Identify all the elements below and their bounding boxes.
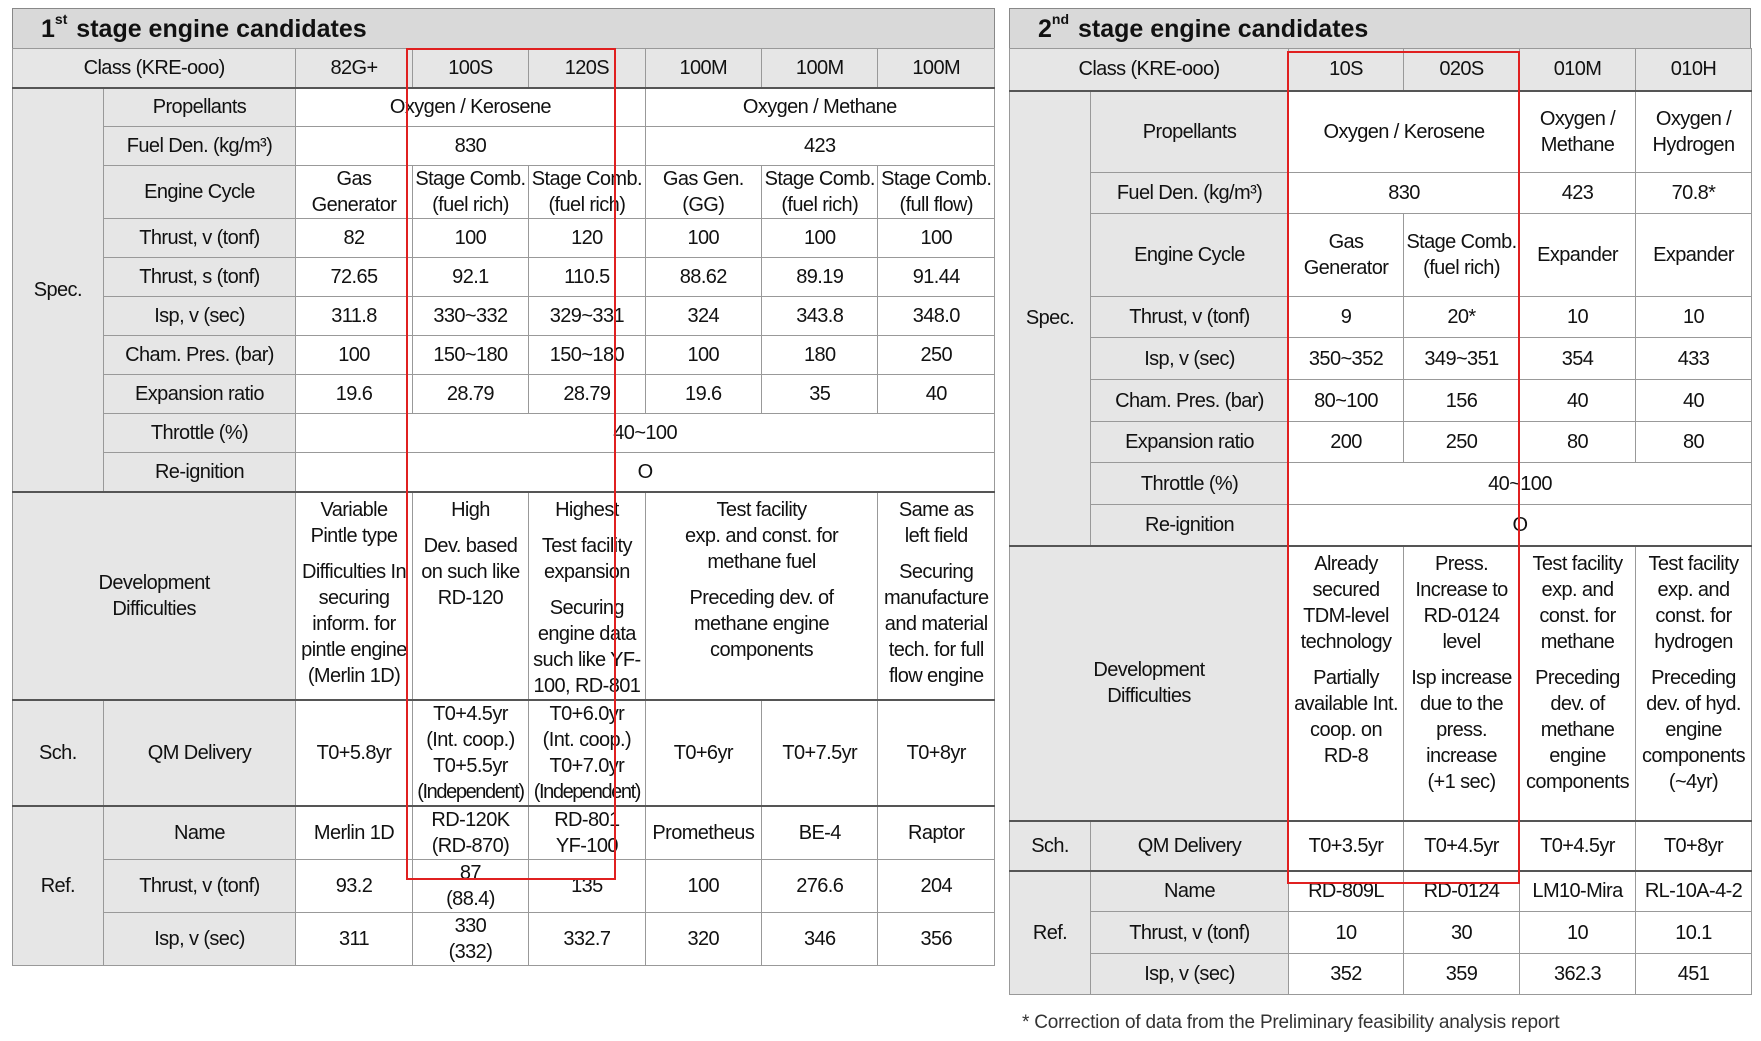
fuel-den-label: Fuel Den. (kg/m³) xyxy=(103,127,296,166)
ref-thrust-value: 87 (88.4) xyxy=(412,859,528,912)
exp-ratio-label: Expansion ratio xyxy=(103,375,296,414)
dev-cell: Already secured TDM-level technology Partially available Int. coop. on RD-8 xyxy=(1289,546,1404,821)
engine-cycle-value: Stage Comb. (full flow) xyxy=(878,166,995,219)
ref-thrust-value: 100 xyxy=(645,859,761,912)
throttle-value: 40~100 xyxy=(296,414,995,453)
thrust-s-value: 89.19 xyxy=(762,258,878,297)
engine-cycle-label: Engine Cycle xyxy=(1091,214,1289,297)
cham-pres-value: 156 xyxy=(1404,380,1520,422)
class-cell: 10S xyxy=(1289,49,1404,91)
ref-isp-value: 352 xyxy=(1289,954,1404,995)
isp-v-label: Isp, v (sec) xyxy=(1091,338,1289,380)
ref-thrust-value: 30 xyxy=(1404,912,1520,954)
thrust-v-value: 10 xyxy=(1520,297,1636,338)
ref-isp-value: 330 (332) xyxy=(412,912,528,965)
dev-cell: High Dev. based on such like RD-120 xyxy=(412,492,528,700)
ref-section-label: Ref. xyxy=(1010,871,1091,995)
throttle-label: Throttle (%) xyxy=(103,414,296,453)
isp-v-value: 311.8 xyxy=(296,297,412,336)
fuel-den-value: 830 xyxy=(296,127,645,166)
ref-isp-value: 346 xyxy=(762,912,878,965)
dev-cell: Variable Pintle type Difficulties In securing inform. for pintle engine (Merlin 1D) xyxy=(296,492,412,700)
thrust-v-value: 100 xyxy=(878,219,995,258)
qm-delivery-value: T0+6.0yr (Int. coop.) T0+7.0yr (Independent) xyxy=(529,700,645,806)
ref-thrust-value: 276.6 xyxy=(762,859,878,912)
exp-ratio-value: 80 xyxy=(1520,422,1636,463)
class-row xyxy=(1010,49,1752,91)
isp-v-value: 349~351 xyxy=(1404,338,1520,380)
ref-section-label: Ref. xyxy=(13,806,104,966)
dev-difficulties-label: Development Difficulties xyxy=(1010,546,1289,821)
ref-isp-value: 359 xyxy=(1404,954,1520,995)
stage2-table xyxy=(1009,48,1752,995)
cham-pres-label: Cham. Pres. (bar) xyxy=(103,336,296,375)
ref-thrust-label: Thrust, v (tonf) xyxy=(1091,912,1289,954)
ref-name-value: Prometheus xyxy=(645,806,761,860)
thrust-s-value: 110.5 xyxy=(529,258,645,297)
qm-delivery-value: T0+4.5yr xyxy=(1404,821,1520,871)
exp-ratio-value: 28.79 xyxy=(529,375,645,414)
propellants-label: Propellants xyxy=(103,88,296,127)
footnote: * Correction of data from the Preliminary feasibility analysis report xyxy=(1022,1012,1560,1033)
qm-delivery-value: T0+5.8yr xyxy=(296,700,412,806)
class-label: Class (KRE-ooo) xyxy=(1010,49,1289,91)
ref-thrust-value: 10 xyxy=(1289,912,1404,954)
thrust-s-value: 92.1 xyxy=(412,258,528,297)
spec-section-label: Spec. xyxy=(1010,91,1091,546)
isp-v-label: Isp, v (sec) xyxy=(103,297,296,336)
ref-name-value: LM10-Mira xyxy=(1520,871,1636,912)
thrust-v-value: 100 xyxy=(762,219,878,258)
dev-cell: Test facility exp. and const. for methane Preceding dev. of methane engine components xyxy=(1520,546,1636,821)
propellant-value: Oxygen / Methane xyxy=(645,88,994,127)
fuel-den-value: 830 xyxy=(1289,173,1520,214)
fuel-den-value: 423 xyxy=(645,127,994,166)
stage1-title: 1st stage engine candidates xyxy=(12,8,995,48)
engine-cycle-value: Gas Generator xyxy=(1289,214,1404,297)
stage1-table xyxy=(12,48,995,966)
cham-pres-value: 180 xyxy=(762,336,878,375)
cham-pres-value: 80~100 xyxy=(1289,380,1404,422)
isp-v-value: 354 xyxy=(1520,338,1636,380)
ref-thrust-value: 10 xyxy=(1520,912,1636,954)
qm-delivery-value: T0+7.5yr xyxy=(762,700,878,806)
thrust-v-value: 20* xyxy=(1404,297,1520,338)
reignition-value: O xyxy=(1289,505,1752,546)
dev-cell: Test facility exp. and const. for methane fuel Preceding dev. of methane engine components xyxy=(645,492,878,700)
ref-name-value: RD-0124 xyxy=(1404,871,1520,912)
ref-isp-value: 320 xyxy=(645,912,761,965)
thrust-v-value: 100 xyxy=(412,219,528,258)
class-cell: 010M xyxy=(1520,49,1636,91)
fuel-den-value: 423 xyxy=(1520,173,1636,214)
exp-ratio-value: 28.79 xyxy=(412,375,528,414)
dev-cell: Same as left field Securing manufacture and material tech. for full flow engine xyxy=(878,492,995,700)
isp-v-value: 324 xyxy=(645,297,761,336)
reignition-label: Re-ignition xyxy=(1091,505,1289,546)
propellants-label: Propellants xyxy=(1091,91,1289,173)
exp-ratio-value: 19.6 xyxy=(645,375,761,414)
class-cell: 100M xyxy=(762,49,878,88)
ref-thrust-value: 204 xyxy=(878,859,995,912)
throttle-value: 40~100 xyxy=(1289,463,1752,505)
ref-name-value: RL-10A-4-2 xyxy=(1636,871,1752,912)
stage2-title: 2nd stage engine candidates xyxy=(1009,8,1751,48)
exp-ratio-label: Expansion ratio xyxy=(1091,422,1289,463)
class-cell: 020S xyxy=(1404,49,1520,91)
ref-isp-value: 311 xyxy=(296,912,412,965)
isp-v-value: 329~331 xyxy=(529,297,645,336)
ref-isp-value: 362.3 xyxy=(1520,954,1636,995)
dev-cell: Test facility exp. and const. for hydrogen Preceding dev. of hyd. engine components (~4yr) xyxy=(1636,546,1752,821)
qm-delivery-value: T0+8yr xyxy=(1636,821,1752,871)
ref-thrust-value: 135 xyxy=(529,859,645,912)
qm-delivery-value: T0+6yr xyxy=(645,700,761,806)
class-cell: 010H xyxy=(1636,49,1752,91)
ref-name-value: RD-809L xyxy=(1289,871,1404,912)
dev-difficulties-label: Development Difficulties xyxy=(13,492,296,700)
thrust-v-label: Thrust, v (tonf) xyxy=(103,219,296,258)
sch-section-label: Sch. xyxy=(1010,821,1091,871)
ref-name-label: Name xyxy=(1091,871,1289,912)
class-cell: 100M xyxy=(878,49,995,88)
engine-cycle-value: Gas Gen. (GG) xyxy=(645,166,761,219)
isp-v-value: 343.8 xyxy=(762,297,878,336)
engine-cycle-value: Stage Comb. (fuel rich) xyxy=(762,166,878,219)
engine-cycle-value: Expander xyxy=(1636,214,1752,297)
ref-name-label: Name xyxy=(103,806,296,860)
ref-thrust-value: 10.1 xyxy=(1636,912,1752,954)
thrust-v-value: 10 xyxy=(1636,297,1752,338)
cham-pres-value: 40 xyxy=(1636,380,1752,422)
propellant-value: Oxygen / Kerosene xyxy=(1289,91,1520,173)
thrust-v-value: 120 xyxy=(529,219,645,258)
exp-ratio-value: 35 xyxy=(762,375,878,414)
ref-name-value: RD-120K (RD-870) xyxy=(412,806,528,860)
thrust-v-value: 100 xyxy=(645,219,761,258)
ref-isp-label: Isp, v (sec) xyxy=(103,912,296,965)
cham-pres-value: 150~180 xyxy=(529,336,645,375)
thrust-s-value: 72.65 xyxy=(296,258,412,297)
throttle-label: Throttle (%) xyxy=(1091,463,1289,505)
ref-thrust-label: Thrust, v (tonf) xyxy=(103,859,296,912)
sch-section-label: Sch. xyxy=(13,700,104,806)
qm-delivery-value: T0+8yr xyxy=(878,700,995,806)
stage1-panel xyxy=(12,8,995,966)
ref-isp-value: 332.7 xyxy=(529,912,645,965)
exp-ratio-value: 200 xyxy=(1289,422,1404,463)
engine-cycle-value: Stage Comb. (fuel rich) xyxy=(529,166,645,219)
class-cell: 100S xyxy=(412,49,528,88)
dev-cell: Highest Test facility expansion Securing engine data such like YF- 100, RD-801 xyxy=(529,492,645,700)
ref-name-value: Raptor xyxy=(878,806,995,860)
dev-cell: Press. Increase to RD-0124 level Isp increase due to the press. increase (+1 sec) xyxy=(1404,546,1520,821)
isp-v-value: 330~332 xyxy=(412,297,528,336)
class-row xyxy=(13,49,995,88)
qm-delivery-value: T0+4.5yr xyxy=(1520,821,1636,871)
spec-section-label: Spec. xyxy=(13,88,104,492)
engine-cycle-label: Engine Cycle xyxy=(103,166,296,219)
thrust-v-value: 9 xyxy=(1289,297,1404,338)
class-cell: 82G+ xyxy=(296,49,412,88)
exp-ratio-value: 80 xyxy=(1636,422,1752,463)
isp-v-value: 350~352 xyxy=(1289,338,1404,380)
ref-name-value: Merlin 1D xyxy=(296,806,412,860)
fuel-den-value: 70.8* xyxy=(1636,173,1752,214)
reignition-label: Re-ignition xyxy=(103,453,296,492)
isp-v-value: 433 xyxy=(1636,338,1752,380)
propellant-value: Oxygen / Hydrogen xyxy=(1636,91,1752,173)
thrust-v-label: Thrust, v (tonf) xyxy=(1091,297,1289,338)
ref-isp-value: 356 xyxy=(878,912,995,965)
isp-v-value: 348.0 xyxy=(878,297,995,336)
propellant-value: Oxygen / Kerosene xyxy=(296,88,645,127)
ref-isp-label: Isp, v (sec) xyxy=(1091,954,1289,995)
thrust-s-value: 88.62 xyxy=(645,258,761,297)
stage2-panel xyxy=(1009,8,1751,995)
qm-delivery-value: T0+3.5yr xyxy=(1289,821,1404,871)
exp-ratio-value: 250 xyxy=(1404,422,1520,463)
ref-name-value: RD-801 YF-100 xyxy=(529,806,645,860)
ref-thrust-value: 93.2 xyxy=(296,859,412,912)
engine-cycle-value: Gas Generator xyxy=(296,166,412,219)
thrust-s-value: 91.44 xyxy=(878,258,995,297)
qm-delivery-label: QM Delivery xyxy=(1091,821,1289,871)
cham-pres-value: 250 xyxy=(878,336,995,375)
cham-pres-value: 40 xyxy=(1520,380,1636,422)
class-label: Class (KRE-ooo) xyxy=(13,49,296,88)
class-cell: 100M xyxy=(645,49,761,88)
ref-isp-value: 451 xyxy=(1636,954,1752,995)
ref-name-value: BE-4 xyxy=(762,806,878,860)
fuel-den-label: Fuel Den. (kg/m³) xyxy=(1091,173,1289,214)
thrust-s-label: Thrust, s (tonf) xyxy=(103,258,296,297)
thrust-v-value: 82 xyxy=(296,219,412,258)
cham-pres-value: 100 xyxy=(296,336,412,375)
reignition-value: O xyxy=(296,453,995,492)
engine-cycle-value: Stage Comb. (fuel rich) xyxy=(1404,214,1520,297)
cham-pres-label: Cham. Pres. (bar) xyxy=(1091,380,1289,422)
engine-cycle-value: Stage Comb. (fuel rich) xyxy=(412,166,528,219)
engine-cycle-value: Expander xyxy=(1520,214,1636,297)
qm-delivery-label: QM Delivery xyxy=(103,700,296,806)
exp-ratio-value: 19.6 xyxy=(296,375,412,414)
cham-pres-value: 150~180 xyxy=(412,336,528,375)
propellant-value: Oxygen / Methane xyxy=(1520,91,1636,173)
qm-delivery-value: T0+4.5yr (Int. coop.) T0+5.5yr (Independent) xyxy=(412,700,528,806)
cham-pres-value: 100 xyxy=(645,336,761,375)
class-cell: 120S xyxy=(529,49,645,88)
exp-ratio-value: 40 xyxy=(878,375,995,414)
